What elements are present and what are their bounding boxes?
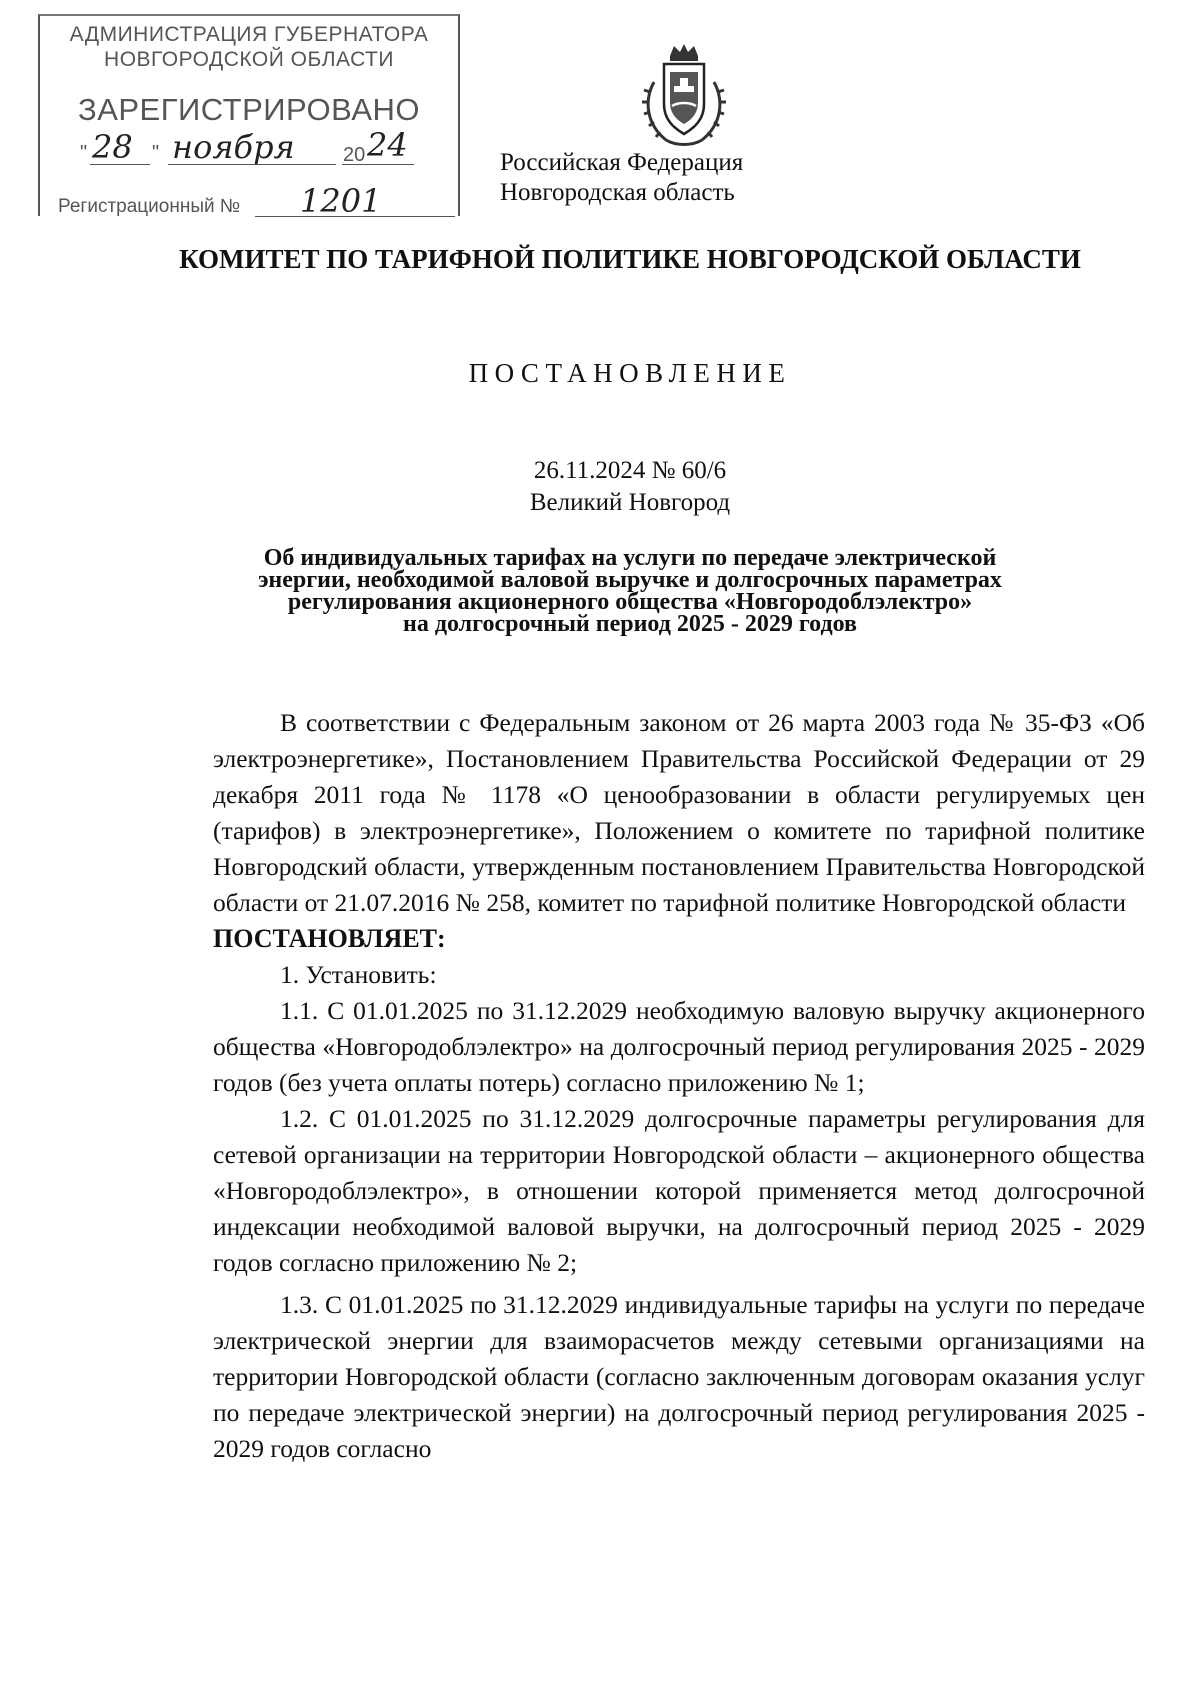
coat-of-arms-icon <box>636 42 732 150</box>
subject-line: энергии, необходимой валовой выручке и долгосрочных параметрах <box>258 567 1002 593</box>
country-block <box>500 148 880 208</box>
item-1-1: 1.1. С 01.01.2025 по 31.12.2029 необходимую валовую выручку акционерного общества «Новгородоблэлектро» на долгосрочный период регулирования 2025 - 2029 годов (без учета оплаты потерь) согласно приложению № 1; <box>213 996 1145 1097</box>
committee-title: КОМИТЕТ ПО ТАРИФНОЙ ПОЛИТИКЕ НОВГОРОДСКОЙ ОБЛАСТИ <box>179 244 1081 274</box>
region-name: Новгородская область <box>500 179 735 206</box>
stamp-day: 28 <box>92 128 133 166</box>
preamble-paragraph: В соответствии с Федеральным законом от 26 марта 2003 года № 35-ФЗ «Об электроэнергетике», Постановлением Правительства Российской Федерации от 29 декабря 2011 года № 1178 «О ценообразовании в области регулируемых цен (тарифов) в электроэнергетике», Положением о комитете по тарифной политике Новгородский области, утвержденным постановлением Правительства Новгородской области от 21.07.2016 № 258, комитет по тарифной политике Новгородской области <box>213 708 1145 917</box>
city: Великий Новгород <box>529 489 731 516</box>
date-number-block <box>150 455 1110 519</box>
underline <box>255 216 455 217</box>
resolves-heading: ПОСТАНОВЛЯЕТ: <box>213 924 446 953</box>
document-body <box>213 705 1145 1467</box>
item-1: 1. Установить: <box>280 960 437 989</box>
stamp-regno: 1201 <box>300 182 382 220</box>
document-subject <box>150 547 1110 635</box>
underline <box>168 164 336 165</box>
underline <box>90 164 150 165</box>
stamp-org-line1: АДМИНИСТРАЦИЯ ГУБЕРНАТОРА <box>69 23 429 46</box>
document-type: ПОСТАНОВЛЕНИЕ <box>468 358 792 388</box>
stamp-month: ноября <box>172 128 295 166</box>
stamp-year-prefix: 20 <box>343 144 366 166</box>
country-name: Российская Федерация <box>500 149 744 176</box>
quote-mark: " <box>80 142 88 164</box>
stamp-year-suffix: 24 <box>367 126 408 164</box>
date-number: 26.11.2024 № 60/6 <box>533 457 727 484</box>
item-1-2: 1.2. С 01.01.2025 по 31.12.2029 долгосрочные параметры регулирования для сетевой организации на территории Новгородской области – акционерного общества «Новгородоблэлектро», в отношении которой применяется метод долгосрочной индексации необходимой валовой выручки, на долгосрочный период 2025 - 2029 годов согласно приложению № 2; <box>213 1104 1145 1277</box>
subject-line: регулирования акционерного общества «Новгородоблэлектро» <box>287 589 973 615</box>
stamp-date-row <box>80 126 450 176</box>
stamp-org-line2: НОВГОРОДСКОЙ ОБЛАСТИ <box>104 48 394 71</box>
stamp-regno-label: Регистрационный № <box>58 196 241 217</box>
stamp-registered: ЗАРЕГИСТРИРОВАНО <box>77 92 420 127</box>
quote-mark: " <box>152 142 160 164</box>
registration-stamp <box>38 14 460 220</box>
subject-line: на долгосрочный период 2025 - 2029 годов <box>403 611 857 637</box>
subject-line: Об индивидуальных тарифах на услуги по передаче электрической <box>263 545 997 571</box>
item-1-3: 1.3. С 01.01.2025 по 31.12.2029 индивидуальные тарифы на услуги по передаче электрической энергии для взаиморасчетов между сетевыми организациями на территории Новгородской области (согласно заключенным договорам оказания услуг по передаче электрической энергии) на долгосрочный период регулирования 2025 - 2029 годов согласно <box>213 1290 1145 1463</box>
underline <box>342 164 414 165</box>
